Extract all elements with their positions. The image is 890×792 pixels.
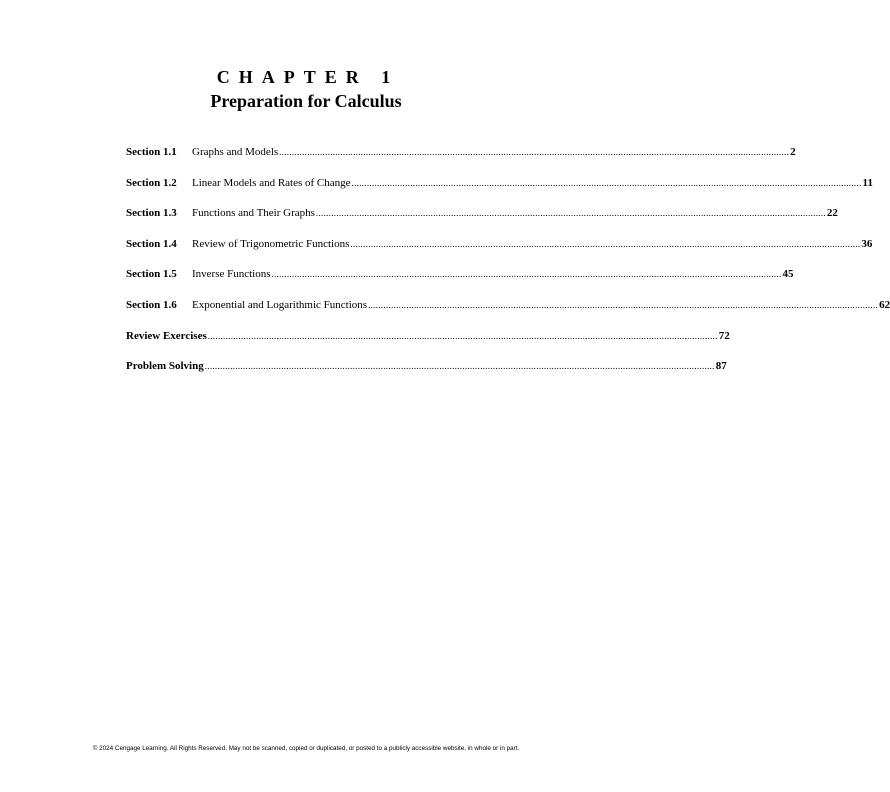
toc-section-title: Exponential and Logarithmic Functions <box>192 298 368 311</box>
toc-dot-leader: ........................................................................................................................................................................................................ <box>315 208 826 219</box>
toc-dot-leader: ........................................................................................................................................................................................................ <box>350 238 861 249</box>
toc-section-number: Section 1.4 <box>126 237 177 250</box>
toc-row <box>126 267 794 298</box>
toc-row <box>126 359 727 390</box>
toc-page-number: 87 <box>715 360 727 373</box>
toc-page-number: 22 <box>826 207 838 220</box>
chapter-label: CHAPTER 1 <box>216 67 400 87</box>
toc-section-number: Section 1.1 <box>126 146 177 158</box>
toc-row <box>126 206 838 237</box>
toc-page-number: 72 <box>718 329 730 342</box>
toc-section-title: Linear Models and Rates of Change <box>192 176 351 189</box>
toc-problem-solving-title: Problem Solving <box>126 360 204 373</box>
toc-section-number: Section 1.3 <box>126 207 177 220</box>
toc-page-number: 11 <box>862 176 873 189</box>
chapter-title: Preparation for Calculus <box>210 91 402 111</box>
toc-dot-leader: ........................................................................................................................................................................................................ <box>368 299 879 310</box>
toc-page-number: 62 <box>879 298 890 311</box>
toc-dot-leader: ........................................................................................................................................................................................................ <box>204 361 715 372</box>
table-of-contents <box>126 145 890 390</box>
toc-section-title: Inverse Functions <box>192 268 271 281</box>
toc-page-number: 2 <box>790 146 796 158</box>
toc-dot-leader: ........................................................................................................................................................................................................ <box>207 330 718 341</box>
toc-row <box>126 237 873 268</box>
toc-review-exercises-title: Review Exercises <box>126 329 207 342</box>
toc-dot-leader: ........................................................................................................................................................................................................ <box>279 147 790 157</box>
toc-dot-leader: ........................................................................................................................................................................................................ <box>351 177 862 188</box>
toc-section-number: Section 1.2 <box>126 176 177 189</box>
toc-page-number: 36 <box>861 237 873 250</box>
toc-section-number: Section 1.5 <box>126 268 177 281</box>
toc-page-number: 45 <box>782 268 794 281</box>
toc-dot-leader: ........................................................................................................................................................................................................ <box>271 269 782 280</box>
toc-row <box>126 329 730 360</box>
toc-row <box>126 145 796 176</box>
toc-section-title: Graphs and Models <box>192 146 279 158</box>
toc-section-title: Functions and Their Graphs <box>192 207 315 220</box>
toc-section-title: Review of Trigonometric Functions <box>192 237 350 250</box>
toc-row <box>126 298 890 329</box>
toc-row <box>126 176 873 207</box>
copyright-footer: © 2024 Cengage Learning. All Rights Reserved. May not be scanned, copied or duplicated, or posted to a publicly accessible website, in whole or in part. <box>92 745 520 752</box>
toc-section-number: Section 1.6 <box>126 298 177 311</box>
